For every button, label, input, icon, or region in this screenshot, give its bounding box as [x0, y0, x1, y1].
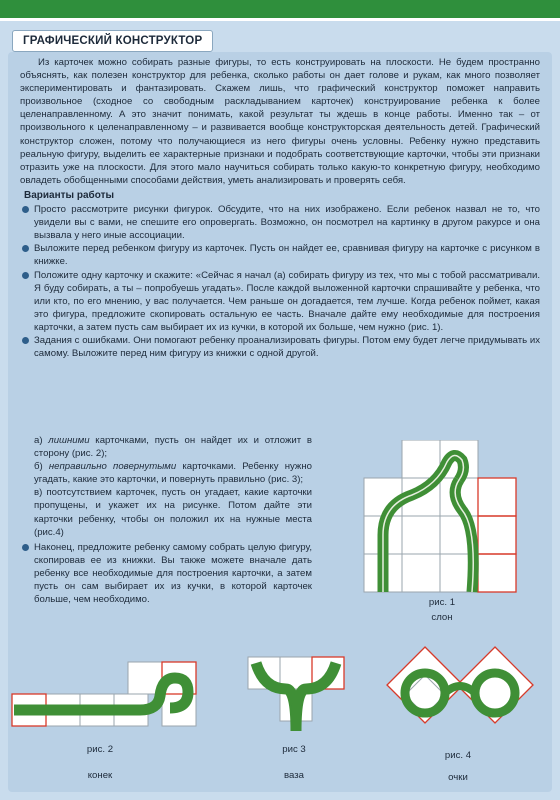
figure-2-number: рис. 2 [86, 744, 114, 755]
list-item [20, 242, 540, 268]
list-item-text: Просто рассмотрите рисунки фигурок. Обсудите, что на них изображено. Если ребенок назвал не то, что увидели вы с вами, не спешите его опровергать. Возможно, он посмотрел на картинку в другом ракурсе и она вызвала у него иные ассоциации. [34, 204, 540, 242]
variants-list [20, 203, 540, 360]
sub-item-c: в) поотсутствием карточек, пусть он угадает, какие карточки пропущены, и укажет их на рисунке. Потом дайте эти карточки ребенку, чтобы он положил их на нужные места (рис.4) [34, 487, 312, 538]
figure-2-horse [10, 658, 200, 728]
bullet-icon [22, 272, 29, 279]
figure-1-elephant [362, 440, 532, 605]
list-item [20, 334, 540, 360]
list-item-text: Задания с ошибками. Они помогают ребенку проанализировать фигуры. Потом ему будет легче придумывать их самому. Выложите перед ним фигуру из книжки с одной другой. [34, 334, 540, 360]
list-item [20, 269, 540, 334]
figure-3-name: ваза [284, 770, 304, 781]
figure-2-name: конек [87, 770, 113, 781]
bullet-icon [22, 245, 29, 252]
top-color-band [0, 0, 560, 18]
figure-4-number: рис. 4 [444, 750, 472, 761]
figure-4-glasses [385, 645, 535, 745]
bullet-icon [22, 337, 29, 344]
bullet-icon [22, 544, 29, 551]
figure-3-number: рис 3 [282, 744, 306, 755]
sub-item-b: б) неправильно повернутыми карточками. Ребенку нужно угадать, какие это карточки, и повернуть правильно (рис. 3); [34, 461, 312, 486]
sub-items-block [34, 434, 312, 606]
sub-item-a: а) лишними карточками, пусть он найдет их и отложит в сторону (рис. 2); [34, 435, 312, 460]
final-list-item: Наконец, предложите ребенку самому собрать целую фигуру, скопировав ее из книжки. Вы также можете вначале дать ребенку все необходимые для построения карточки, а затем пусть он сам выбирает их из кучки, в которой карточек больше, чем необходимо. [34, 541, 312, 606]
bullet-icon [22, 206, 29, 213]
figure-4-name: очки [448, 772, 468, 783]
list-item [20, 203, 540, 242]
top-white-line [0, 18, 560, 21]
text-block [20, 56, 540, 360]
page-title: ГРАФИЧЕСКИЙ КОНСТРУКТОР [12, 30, 213, 52]
figure-3-vase [246, 655, 346, 733]
figure-1-name: слон [431, 612, 453, 623]
variants-title: Варианты работы [24, 189, 114, 201]
figure-1-number: рис. 1 [428, 597, 456, 608]
intro-paragraph: Из карточек можно собирать разные фигуры, то есть конструировать на плоскости. Не будем пространно объяснять, как полезен конструктор для ребенка, сколько работы он дает голове и рукам, как много позволяет экспериментировать и фантазировать. Скажем лишь, что графический конструктор поможет направить произвольное (сходное со свободным раскладыванием карточек) конструирование ребенка к более целенаправленному. А это значит понимать, какой результат ты ждешь в конце работы. Именно так – от произвольного к целенаправленному – и развивается вообще конструкторская деятельность детей. Графический конструктор сложен, потому что получающиеся из него фигуры очень условны. Ребенку нужно представить реальную фигуру, выделить ее характерные признаки и подобрать соответствующие карточки, чтобы эти признаки отразить уже на плоскости. Для этого мало научиться собирать только какую-то конкретную фигуру, необходимо овладеть обобщенными способами действия, уметь анализировать и проверять себя. [20, 57, 540, 186]
list-item-text: Выложите перед ребенком фигуру из карточек. Пусть он найдет ее, сравнивая фигуру на карточке с рисунком в книжке. [34, 243, 540, 268]
list-item-text: Положите одну карточку и скажите: «Сейчас я начал (а) собирать фигуру из тех, что мы с тобой рассматривали. Я буду собирать, а ты – попробуешь угадать». После каждой выложенной карточки спрашивайте у ребенка, что или кто, по его мнению, у вас получается. Чем раньше он догадается, тем лучше. Когда ребенок поймет, какая это фигура, предложите скопировать остальную ее часть. Вначале дайте ему необходимые для построения карточки, а затем пусть сам выбирает их из кучки, в которой их больше, чем нужно (рис. 1). [34, 269, 540, 333]
